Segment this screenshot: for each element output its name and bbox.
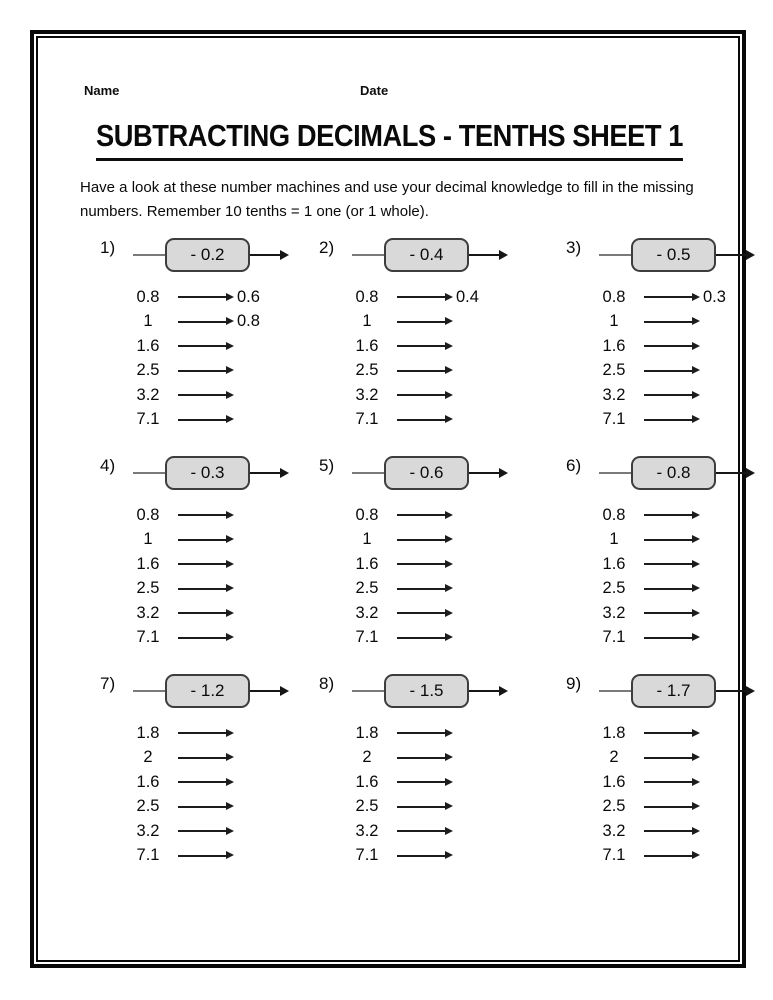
machine-row xyxy=(319,503,534,528)
input-value: 7.1 xyxy=(355,846,379,865)
machine-row xyxy=(100,844,315,869)
machine-row xyxy=(566,503,773,528)
machine-box xyxy=(384,674,469,708)
right-arrow-icon xyxy=(397,370,445,372)
machine-box xyxy=(631,456,716,490)
right-arrow-icon xyxy=(178,539,226,541)
machine-rows xyxy=(100,721,315,868)
machine-row xyxy=(100,770,315,795)
input-value: 1.6 xyxy=(136,336,160,355)
input-value: 2.5 xyxy=(136,797,160,816)
right-arrow-icon xyxy=(397,612,445,614)
machine-row xyxy=(566,746,773,771)
input-value: 1.6 xyxy=(602,336,626,355)
machine-row xyxy=(566,795,773,820)
right-arrow-icon xyxy=(397,732,445,734)
right-arrow-icon xyxy=(644,806,692,808)
problem-number-label: 1) xyxy=(100,238,116,257)
right-arrow-icon xyxy=(178,370,226,372)
right-arrow-icon xyxy=(178,394,226,396)
right-arrow-icon xyxy=(644,419,692,421)
right-arrow-icon xyxy=(397,321,445,323)
right-arrow-icon xyxy=(644,757,692,759)
machine-output-arrow xyxy=(469,690,499,692)
input-value: 2.5 xyxy=(355,579,379,598)
machine-row xyxy=(566,552,773,577)
output-value: 0.8 xyxy=(237,312,260,331)
right-arrow-icon xyxy=(178,637,226,639)
worksheet-content xyxy=(76,76,726,919)
machine-row xyxy=(566,577,773,602)
name-label: Name xyxy=(84,83,120,98)
right-arrow-icon xyxy=(178,296,226,298)
machine-row xyxy=(100,285,315,310)
machine-row xyxy=(100,626,315,651)
machine-operation-label: - 1.7 xyxy=(656,681,691,700)
machine-operation-label: - 1.5 xyxy=(409,681,444,700)
right-arrow-icon xyxy=(397,345,445,347)
input-value: 7.1 xyxy=(602,846,626,865)
machine-row xyxy=(100,552,315,577)
input-value: 2.5 xyxy=(355,797,379,816)
input-value: 2.5 xyxy=(355,361,379,380)
machine-row xyxy=(319,408,534,433)
right-arrow-icon xyxy=(178,419,226,421)
problem-block xyxy=(566,670,773,868)
problem-block xyxy=(319,452,534,650)
right-arrow-icon xyxy=(397,781,445,783)
output-value: 0.3 xyxy=(703,287,726,306)
input-value: 1.6 xyxy=(355,554,379,573)
machine-row xyxy=(566,819,773,844)
right-arrow-icon xyxy=(397,855,445,857)
right-arrow-icon xyxy=(397,419,445,421)
right-arrow-icon xyxy=(397,757,445,759)
right-arrow-icon xyxy=(644,612,692,614)
input-value: 7.1 xyxy=(355,410,379,429)
machine-input-line xyxy=(352,690,384,692)
machine-output-arrow xyxy=(250,472,280,474)
machine-operation-label: - 0.2 xyxy=(190,245,225,264)
machine-row xyxy=(319,770,534,795)
machine-row xyxy=(319,819,534,844)
right-arrow-icon xyxy=(178,563,226,565)
machine-box xyxy=(384,238,469,272)
input-value: 3.2 xyxy=(136,821,160,840)
machine-output-arrow xyxy=(469,472,499,474)
machine-box xyxy=(165,456,250,490)
machine-box xyxy=(631,238,716,272)
machine-row xyxy=(319,746,534,771)
right-arrow-icon xyxy=(644,781,692,783)
input-value: 0.8 xyxy=(355,505,379,524)
right-arrow-icon xyxy=(644,830,692,832)
machine-row xyxy=(100,601,315,626)
machine-row xyxy=(319,528,534,553)
machine-row xyxy=(319,577,534,602)
machine-row xyxy=(566,383,773,408)
instructions-line-2: numbers. Remember 10 tenths = 1 one (or 1 whole). xyxy=(80,202,429,220)
right-arrow-icon xyxy=(644,394,692,396)
machine-output-arrow xyxy=(716,472,746,474)
machine-row xyxy=(100,334,315,359)
instructions xyxy=(80,176,694,223)
number-machine xyxy=(100,670,315,712)
machine-row xyxy=(319,383,534,408)
right-arrow-icon xyxy=(397,514,445,516)
input-value: 3.2 xyxy=(602,385,626,404)
right-arrow-icon xyxy=(178,830,226,832)
instructions-line-1: Have a look at these number machines and use your decimal knowledge to fill in the missing xyxy=(80,179,694,196)
problem-number-label: 4) xyxy=(100,456,116,475)
input-value: 3.2 xyxy=(602,821,626,840)
machine-row xyxy=(319,721,534,746)
machine-row xyxy=(319,285,534,310)
right-arrow-icon xyxy=(178,781,226,783)
machine-box xyxy=(165,238,250,272)
machine-row xyxy=(100,721,315,746)
right-arrow-icon xyxy=(397,637,445,639)
machine-row xyxy=(319,359,534,384)
right-arrow-icon xyxy=(178,732,226,734)
input-value: 1.8 xyxy=(136,723,160,742)
machine-row xyxy=(319,626,534,651)
machine-box xyxy=(165,674,250,708)
problems-grid xyxy=(100,234,773,868)
machine-rows xyxy=(566,721,773,868)
machine-row xyxy=(566,844,773,869)
number-machine xyxy=(100,234,315,276)
input-value: 3.2 xyxy=(136,603,160,622)
number-machine xyxy=(566,234,773,276)
input-value: 1 xyxy=(609,530,619,549)
machine-box xyxy=(631,674,716,708)
machine-row xyxy=(566,528,773,553)
problem-number-label: 9) xyxy=(566,674,582,693)
machine-input-line xyxy=(599,254,631,256)
input-value: 1.6 xyxy=(355,336,379,355)
right-arrow-icon xyxy=(178,612,226,614)
machine-rows xyxy=(100,503,315,650)
machine-output-arrow xyxy=(716,254,746,256)
worksheet-inner-border xyxy=(36,36,740,962)
machine-row xyxy=(100,819,315,844)
number-machine xyxy=(100,452,315,494)
input-value: 1 xyxy=(143,312,153,331)
input-value: 7.1 xyxy=(355,628,379,647)
machine-row xyxy=(100,408,315,433)
right-arrow-icon xyxy=(644,296,692,298)
problem-block xyxy=(100,670,315,868)
input-value: 1.8 xyxy=(355,723,379,742)
right-arrow-icon xyxy=(644,321,692,323)
input-value: 0.8 xyxy=(136,505,160,524)
machine-row xyxy=(100,746,315,771)
right-arrow-icon xyxy=(644,588,692,590)
machine-row xyxy=(566,626,773,651)
machine-row xyxy=(319,310,534,335)
number-machine xyxy=(319,234,534,276)
machine-row xyxy=(100,577,315,602)
right-arrow-icon xyxy=(178,514,226,516)
input-value: 1 xyxy=(609,312,619,331)
problem-block xyxy=(319,234,534,432)
input-value: 7.1 xyxy=(136,628,160,647)
machine-row xyxy=(319,844,534,869)
output-value: 0.6 xyxy=(237,287,260,306)
right-arrow-icon xyxy=(178,855,226,857)
input-value: 2 xyxy=(609,748,619,767)
input-value: 0.8 xyxy=(602,505,626,524)
input-value: 3.2 xyxy=(355,385,379,404)
machine-input-line xyxy=(599,690,631,692)
right-arrow-icon xyxy=(644,563,692,565)
worksheet-border-frame xyxy=(30,30,746,968)
input-value: 1.6 xyxy=(602,772,626,791)
machine-operation-label: - 0.8 xyxy=(656,463,691,482)
input-value: 2.5 xyxy=(602,361,626,380)
machine-row xyxy=(319,552,534,577)
right-arrow-icon xyxy=(397,588,445,590)
input-value: 3.2 xyxy=(355,603,379,622)
input-value: 2 xyxy=(362,748,372,767)
machine-rows xyxy=(319,503,534,650)
input-value: 2.5 xyxy=(136,579,160,598)
input-value: 2.5 xyxy=(602,579,626,598)
problem-block xyxy=(319,670,534,868)
problem-block xyxy=(566,452,773,650)
machine-row xyxy=(100,310,315,335)
problem-number-label: 2) xyxy=(319,238,335,257)
input-value: 0.8 xyxy=(602,287,626,306)
right-arrow-icon xyxy=(397,830,445,832)
machine-row xyxy=(566,408,773,433)
input-value: 7.1 xyxy=(136,846,160,865)
machine-row xyxy=(100,795,315,820)
machine-output-arrow xyxy=(250,690,280,692)
machine-output-arrow xyxy=(469,254,499,256)
machine-rows xyxy=(319,721,534,868)
right-arrow-icon xyxy=(178,806,226,808)
right-arrow-icon xyxy=(644,370,692,372)
machine-row xyxy=(319,795,534,820)
problem-block xyxy=(100,234,315,432)
machine-row xyxy=(100,359,315,384)
output-value: 0.4 xyxy=(456,287,479,306)
number-machine xyxy=(566,670,773,712)
input-value: 1 xyxy=(143,530,153,549)
machine-operation-label: - 0.4 xyxy=(409,245,444,264)
machine-input-line xyxy=(133,472,165,474)
machine-row xyxy=(566,334,773,359)
input-value: 7.1 xyxy=(602,628,626,647)
right-arrow-icon xyxy=(644,345,692,347)
machine-input-line xyxy=(133,254,165,256)
machine-operation-label: - 0.5 xyxy=(656,245,691,264)
input-value: 2 xyxy=(143,748,153,767)
input-value: 1 xyxy=(362,530,372,549)
machine-output-arrow xyxy=(716,690,746,692)
problem-block xyxy=(100,452,315,650)
problem-number-label: 5) xyxy=(319,456,335,475)
machine-row xyxy=(100,503,315,528)
machine-row xyxy=(319,601,534,626)
machine-box xyxy=(384,456,469,490)
machine-input-line xyxy=(352,472,384,474)
right-arrow-icon xyxy=(397,296,445,298)
machine-rows xyxy=(566,285,773,432)
right-arrow-icon xyxy=(397,563,445,565)
machine-input-line xyxy=(352,254,384,256)
date-label: Date xyxy=(360,83,389,98)
right-arrow-icon xyxy=(644,855,692,857)
machine-row xyxy=(100,383,315,408)
input-value: 1.6 xyxy=(136,554,160,573)
machine-rows xyxy=(319,285,534,432)
number-machine xyxy=(319,670,534,712)
machine-row xyxy=(566,721,773,746)
input-value: 0.8 xyxy=(136,287,160,306)
right-arrow-icon xyxy=(644,539,692,541)
problem-number-label: 8) xyxy=(319,674,335,693)
machine-row xyxy=(566,359,773,384)
machine-rows xyxy=(566,503,773,650)
right-arrow-icon xyxy=(644,732,692,734)
machine-row xyxy=(100,528,315,553)
problem-number-label: 3) xyxy=(566,238,582,257)
machine-rows xyxy=(100,285,315,432)
input-value: 2.5 xyxy=(602,797,626,816)
right-arrow-icon xyxy=(644,637,692,639)
input-value: 1.6 xyxy=(602,554,626,573)
input-value: 2.5 xyxy=(136,361,160,380)
machine-row xyxy=(566,601,773,626)
machine-output-arrow xyxy=(250,254,280,256)
input-value: 7.1 xyxy=(136,410,160,429)
machine-operation-label: - 0.6 xyxy=(409,463,444,482)
right-arrow-icon xyxy=(178,321,226,323)
problem-number-label: 7) xyxy=(100,674,116,693)
right-arrow-icon xyxy=(397,806,445,808)
machine-row xyxy=(319,334,534,359)
right-arrow-icon xyxy=(178,588,226,590)
machine-operation-label: - 1.2 xyxy=(190,681,225,700)
right-arrow-icon xyxy=(644,514,692,516)
problem-block xyxy=(566,234,773,432)
problem-number-label: 6) xyxy=(566,456,582,475)
right-arrow-icon xyxy=(178,345,226,347)
number-machine xyxy=(319,452,534,494)
input-value: 1.8 xyxy=(602,723,626,742)
machine-row xyxy=(566,285,773,310)
right-arrow-icon xyxy=(397,539,445,541)
machine-operation-label: - 0.3 xyxy=(190,463,225,482)
input-value: 0.8 xyxy=(355,287,379,306)
input-value: 1.6 xyxy=(136,772,160,791)
input-value: 3.2 xyxy=(136,385,160,404)
input-value: 1.6 xyxy=(355,772,379,791)
machine-input-line xyxy=(133,690,165,692)
machine-input-line xyxy=(599,472,631,474)
input-value: 7.1 xyxy=(602,410,626,429)
input-value: 3.2 xyxy=(602,603,626,622)
machine-row xyxy=(566,770,773,795)
input-value: 3.2 xyxy=(355,821,379,840)
number-machine xyxy=(566,452,773,494)
worksheet-title: SUBTRACTING DECIMALS - TENTHS SHEET 1 xyxy=(96,118,683,161)
machine-row xyxy=(566,310,773,335)
input-value: 1 xyxy=(362,312,372,331)
right-arrow-icon xyxy=(178,757,226,759)
right-arrow-icon xyxy=(397,394,445,396)
